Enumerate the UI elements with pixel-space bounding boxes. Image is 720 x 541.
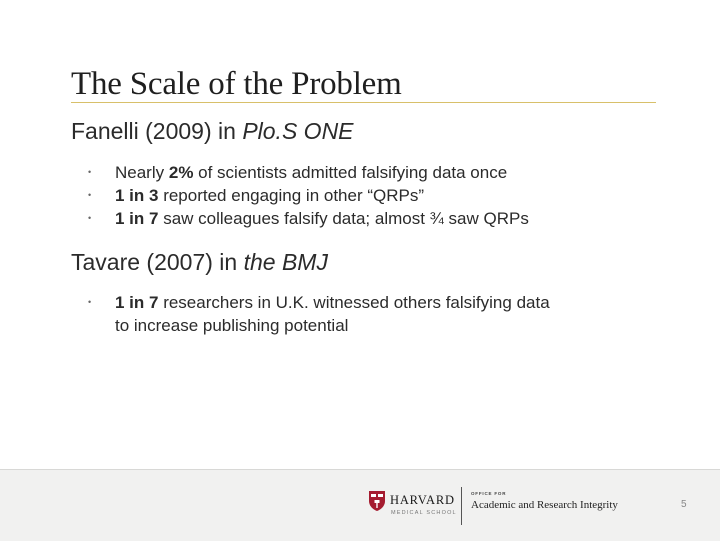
- bullet-text: saw colleagues falsify data; almost ¾ saw QRPs: [158, 209, 529, 228]
- harvard-wordmark: HARVARD: [390, 493, 455, 507]
- tavare-bullet-list: [88, 291, 550, 337]
- bullet-emphasis: 1 in 7: [115, 209, 159, 228]
- title-divider: [71, 102, 656, 103]
- bullet-text: researchers in U.K. witnessed others falsifying data: [158, 293, 550, 312]
- fanelli-bullet-list: [88, 161, 529, 230]
- section-heading-tavare: [71, 249, 328, 276]
- bullet-text: of scientists admitted falsifying data once: [193, 163, 508, 182]
- bullet-dot-icon: •: [88, 190, 92, 200]
- list-item: [88, 161, 529, 184]
- heading-text: Tavare (2007) in: [71, 249, 244, 275]
- harvard-shield-icon: [368, 490, 386, 512]
- bullet-text-continued: to increase publishing potential: [115, 316, 349, 335]
- footer-divider: [461, 487, 462, 525]
- office-name: Academic and Research Integrity: [471, 499, 618, 511]
- bullet-emphasis: 1 in 3: [115, 186, 159, 205]
- heading-text: Fanelli (2009) in: [71, 118, 243, 144]
- section-heading-fanelli: [71, 118, 354, 145]
- bullet-emphasis: 1 in 7: [115, 293, 159, 312]
- bullet-dot-icon: •: [88, 297, 92, 307]
- bullet-dot-icon: •: [88, 167, 92, 177]
- list-item: [88, 207, 529, 230]
- bullet-text: reported engaging in other “QRPs”: [158, 186, 425, 205]
- medical-school-label: MEDICAL SCHOOL: [391, 510, 457, 516]
- list-item: [88, 291, 550, 337]
- page-number: 5: [681, 499, 687, 510]
- office-for-label: OFFICE FOR: [471, 491, 507, 496]
- bullet-emphasis: 2%: [168, 163, 194, 182]
- bullet-dot-icon: •: [88, 213, 92, 223]
- bullet-text: Nearly: [115, 163, 169, 182]
- slide-title: The Scale of the Problem: [71, 66, 402, 102]
- list-item: [88, 184, 529, 207]
- heading-journal: Plo.S ONE: [242, 118, 354, 144]
- heading-journal: the BMJ: [243, 249, 328, 275]
